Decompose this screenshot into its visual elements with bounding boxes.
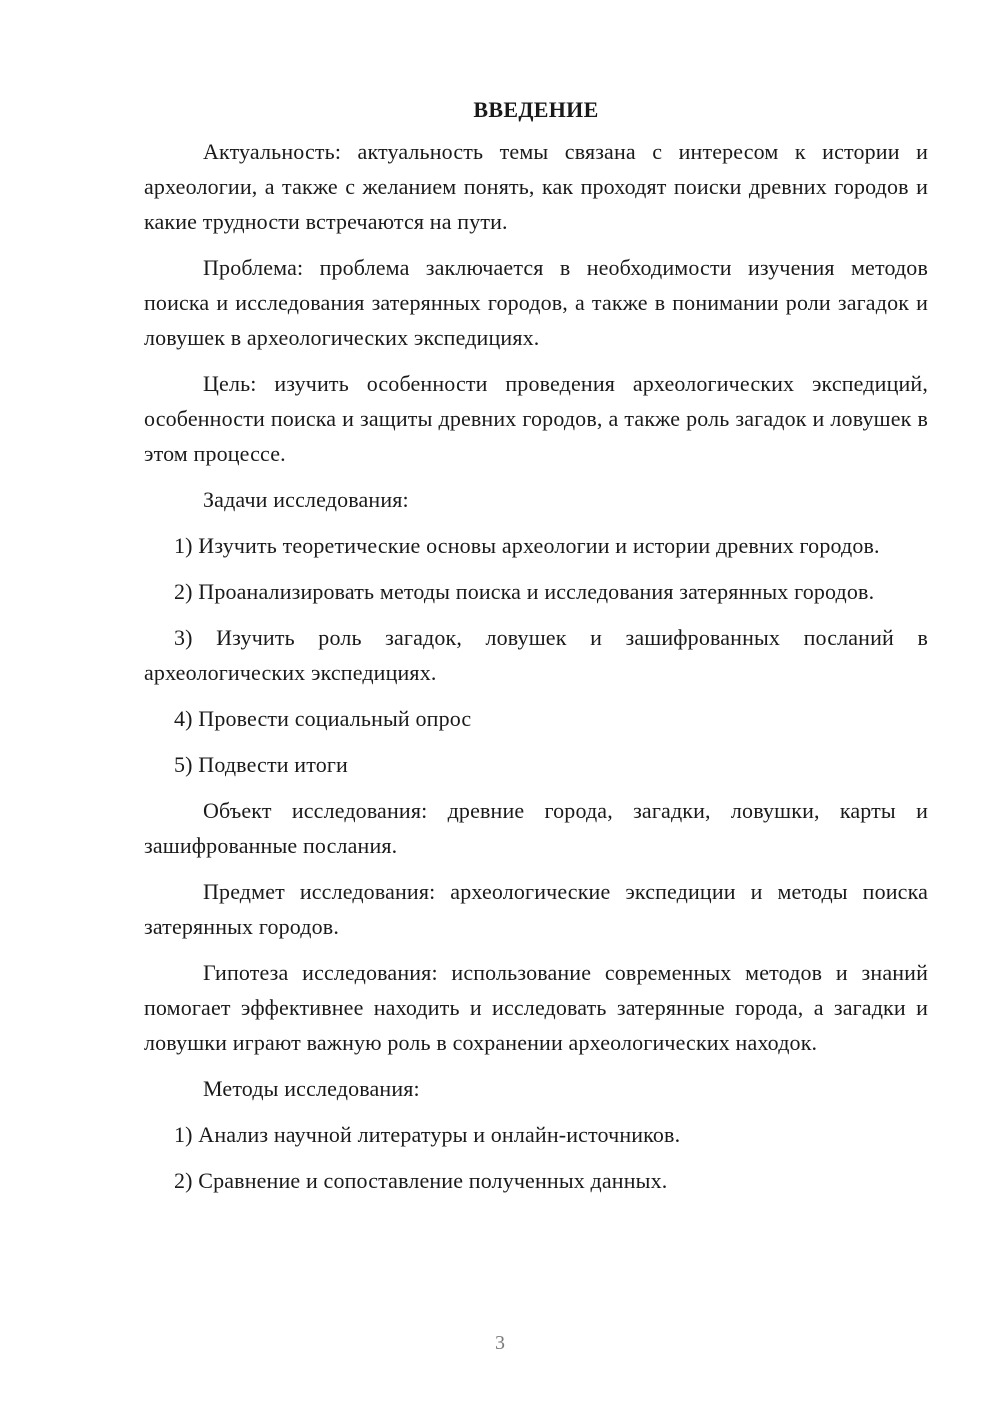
task-item: 2) Проанализировать методы поиска и исследования затерянных городов.: [174, 579, 875, 604]
methods-heading: Методы исследования:: [203, 1076, 420, 1101]
method-item: 2) Сравнение и сопоставление полученных данных.: [174, 1168, 668, 1193]
task-item: 3) Изучить роль загадок, ловушек и зашифрованных посланий в археологических экспедициях.: [144, 625, 928, 685]
subject-paragraph: Предмет исследования: археологические экспедиции и методы поиска затерянных городов.: [144, 879, 928, 939]
object-paragraph: Объект исследования: древние города, загадки, ловушки, карты и зашифрованные послания.: [144, 798, 928, 858]
task-item: 1) Изучить теоретические основы археологии и истории древних городов.: [174, 533, 880, 558]
page-number: 3: [495, 1332, 505, 1354]
task-item: 5) Подвести итоги: [174, 752, 348, 777]
hypothesis-paragraph: Гипотеза исследования: использование современных методов и знаний помогает эффективнее находить и исследовать затерянные города, а загадки и ловушки играют важную роль в сохранении археологических находок.: [144, 960, 928, 1055]
task-item: 4) Провести социальный опрос: [174, 706, 472, 731]
problem-paragraph: Проблема: проблема заключается в необходимости изучения методов поиска и исследования затерянных городов, а также в понимании роли загадок и ловушек в археологических экспедициях.: [144, 255, 928, 350]
tasks-heading: Задачи исследования:: [203, 487, 409, 512]
goal-paragraph: Цель: изучить особенности проведения археологических экспедиций, особенности поиска и защиты древних городов, а также роль загадок и ловушек в этом процессе.: [144, 371, 928, 466]
section-title: ВВЕДЕНИЕ: [473, 97, 599, 122]
relevance-paragraph: Актуальность: актуальность темы связана с интересом к истории и археологии, а также с желанием понять, как проходят поиски древних городов и какие трудности встречаются на пути.: [144, 139, 928, 234]
method-item: 1) Анализ научной литературы и онлайн-источников.: [174, 1122, 681, 1147]
document-page: [144, 92, 928, 1209]
